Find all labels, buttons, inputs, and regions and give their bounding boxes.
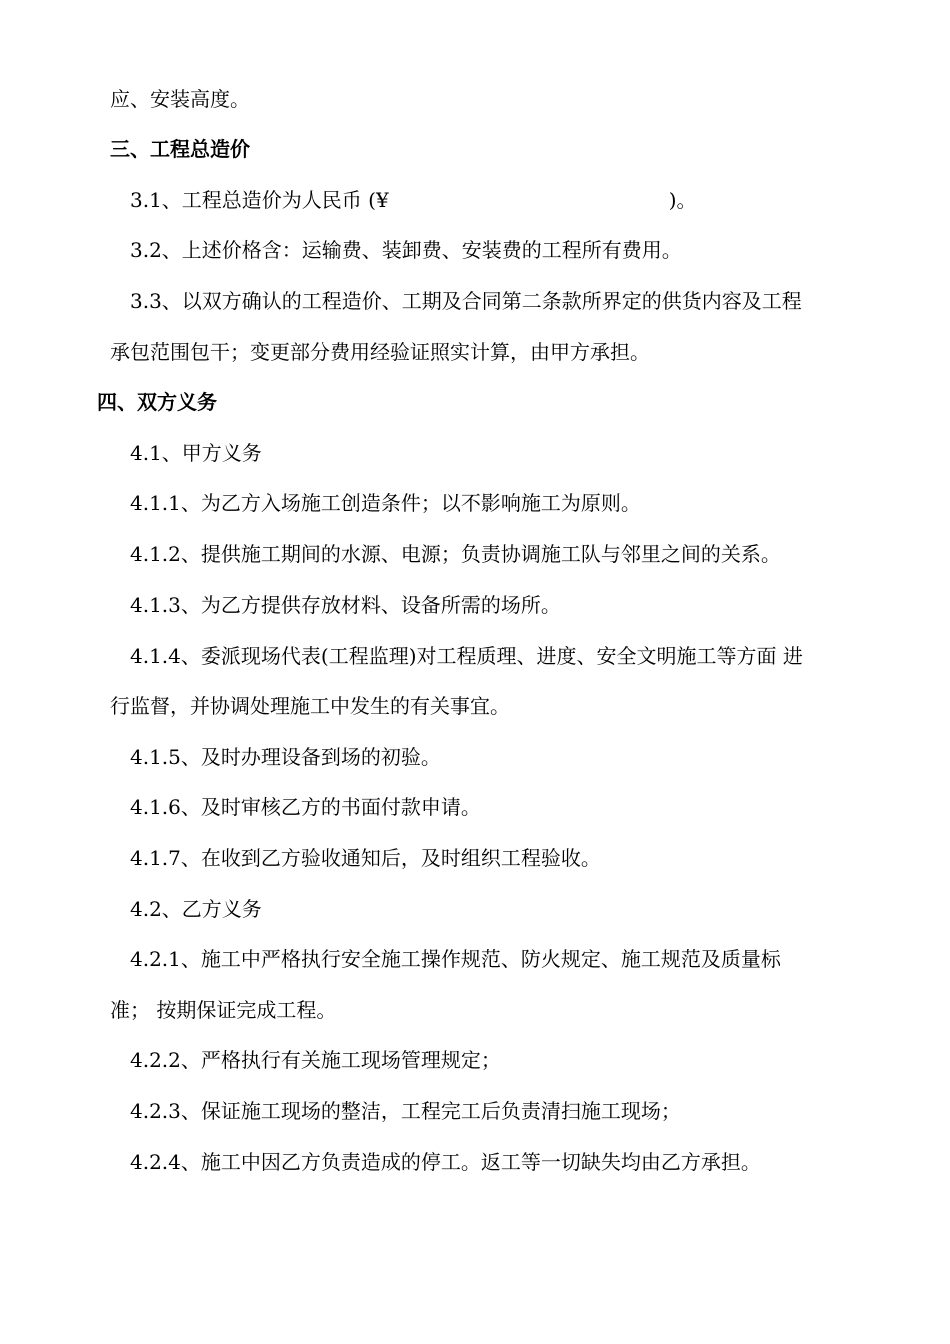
line-text: 4.1.7、在收到乙方验收通知后，及时组织工程验收。 xyxy=(130,846,601,870)
line-text: 4.1.5、及时办理设备到场的初验。 xyxy=(130,745,441,769)
line-text: 承包范围包干；变更部分费用经验证照实计算，由甲方承担。 xyxy=(110,340,650,364)
section-heading xyxy=(110,135,950,163)
line-text: 3.1、工程总造价为人民币 (¥ xyxy=(130,188,389,212)
text-line xyxy=(130,1046,950,1074)
text-line xyxy=(110,996,950,1024)
line-text: 4.1、甲方义务 xyxy=(130,441,262,465)
text-line xyxy=(130,439,950,467)
line-text: 4.1.2、提供施工期间的水源、电源；负责协调施工队与邻里之间的关系。 xyxy=(130,542,781,566)
line-text: 4.1.1、为乙方入场施工创造条件；以不影响施工为原则。 xyxy=(130,491,641,515)
line-text: 4.2.2、严格执行有关施工现场管理规定； xyxy=(130,1048,501,1072)
line-text: 4.2.1、施工中严格执行安全施工操作规范、防火规定、施工规范及质量标 xyxy=(130,947,781,971)
line-text: 应、安装高度。 xyxy=(110,87,250,111)
line-text: 3.3、以双方确认的工程造价、工期及合同第二条款所界定的供货内容及工程 xyxy=(130,289,802,313)
line-text: 行监督，并协调处理施工中发生的有关事宜。 xyxy=(110,694,510,718)
text-line xyxy=(130,895,950,923)
line-text: 3.2、上述价格含：运输费、装卸费、安装费的工程所有费用。 xyxy=(130,238,682,262)
line-text: 4.2、乙方义务 xyxy=(130,897,262,921)
section-heading xyxy=(97,388,950,416)
text-line xyxy=(130,591,950,619)
text-line xyxy=(130,1097,950,1125)
text-line xyxy=(130,1148,950,1176)
line-text: 4.2.3、保证施工现场的整洁，工程完工后负责清扫施工现场； xyxy=(130,1099,681,1123)
text-line xyxy=(130,236,950,264)
text-line xyxy=(130,287,950,315)
text-line xyxy=(110,338,950,366)
text-line xyxy=(130,844,950,872)
text-line xyxy=(130,540,950,568)
text-line xyxy=(130,489,950,517)
line-text: 4.1.3、为乙方提供存放材料、设备所需的场所。 xyxy=(130,593,561,617)
text-line xyxy=(130,186,950,214)
heading-text: 四、双方义务 xyxy=(97,390,217,414)
text-line xyxy=(110,85,950,113)
text-line xyxy=(130,793,950,821)
line-text: 4.2.4、施工中因乙方负责造成的停工。返工等一切缺失均由乙方承担。 xyxy=(130,1150,761,1174)
text-line xyxy=(130,642,950,670)
text-line xyxy=(130,945,950,973)
line-text: )。 xyxy=(668,188,697,212)
text-line xyxy=(130,743,950,771)
text-line xyxy=(110,692,950,720)
line-text: 4.1.6、及时审核乙方的书面付款申请。 xyxy=(130,795,481,819)
line-text: 4.1.4、委派现场代表(工程监理)对工程质理、进度、安全文明施工等方面 进 xyxy=(130,644,803,668)
line-text: 准； 按期保证完成工程。 xyxy=(110,998,337,1022)
heading-text: 三、工程总造价 xyxy=(110,137,250,161)
